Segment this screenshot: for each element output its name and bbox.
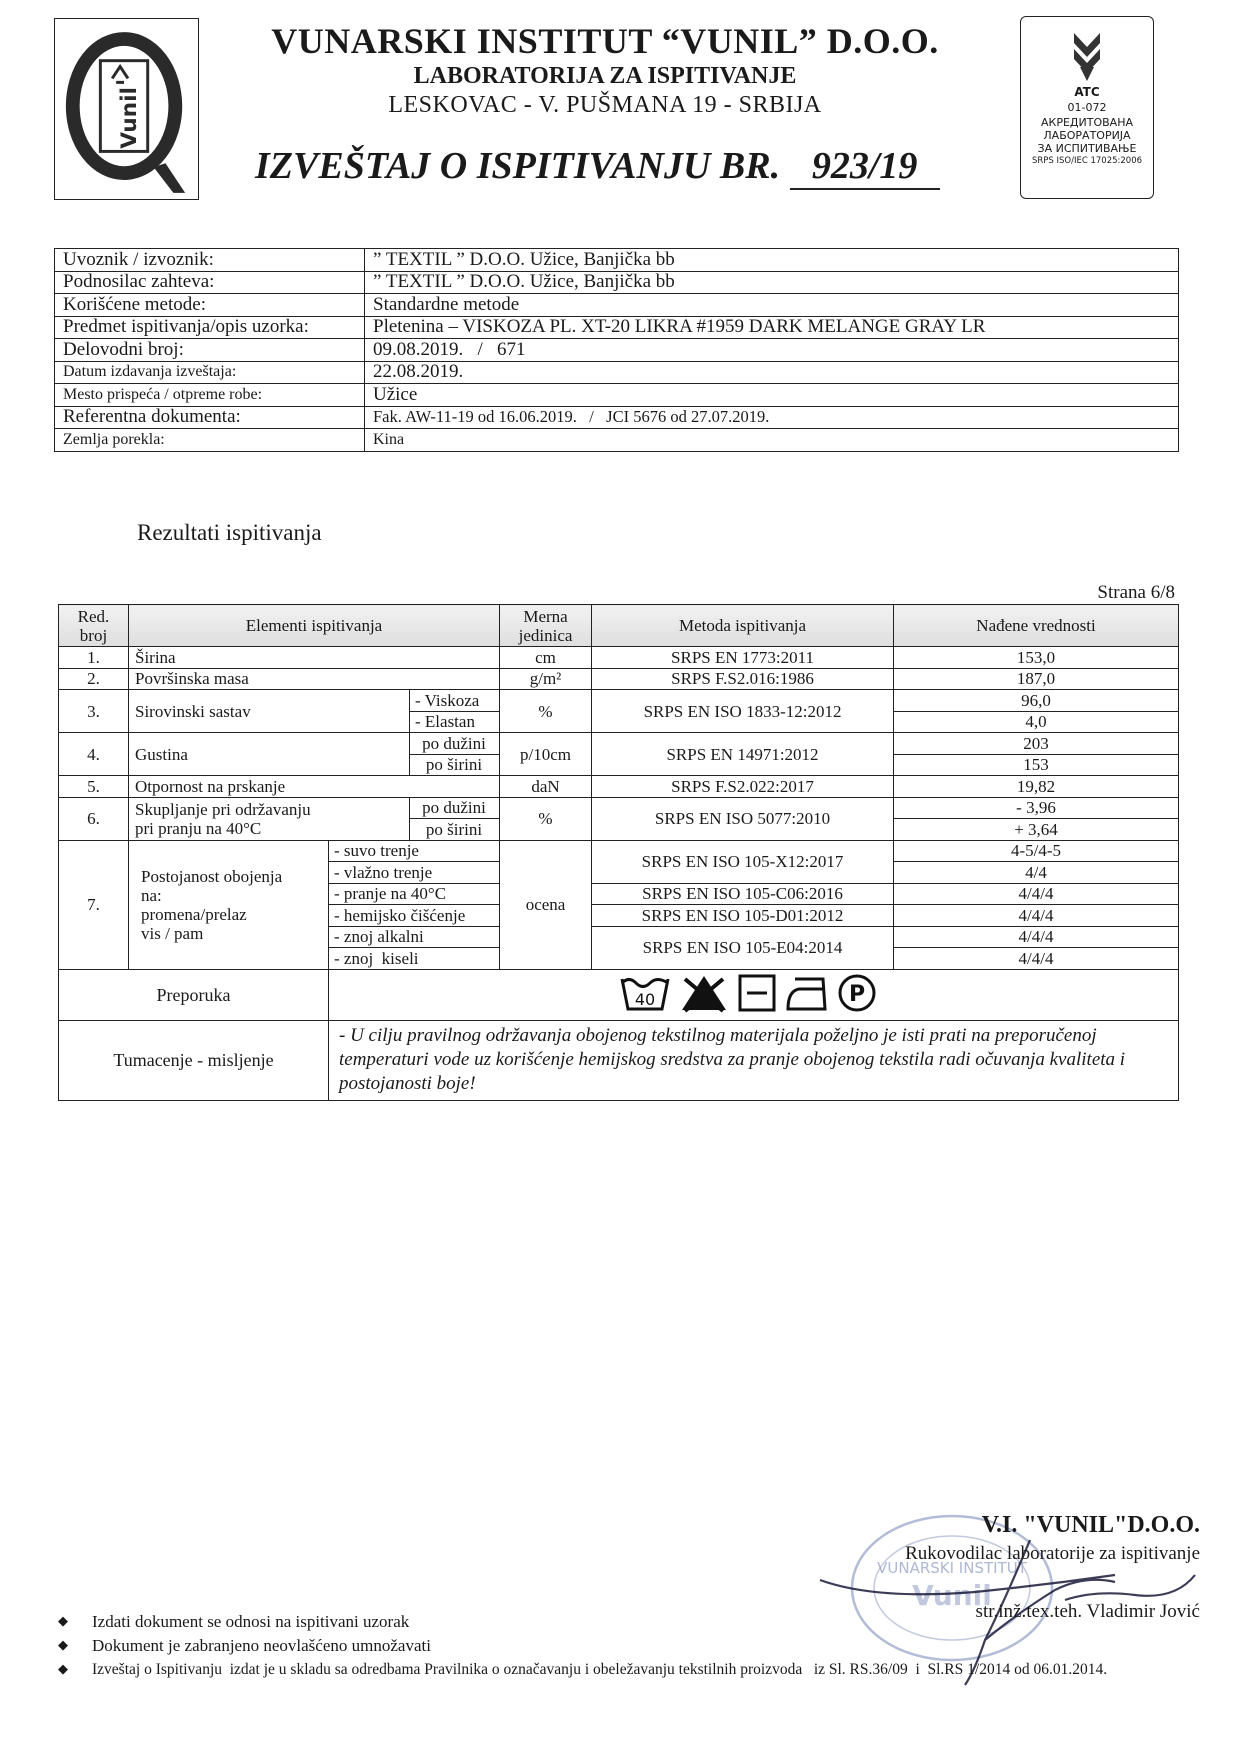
row-value: 4/4/4 — [894, 948, 1179, 970]
row-sub-element: - znoj kiseli — [329, 948, 500, 970]
wash-40-icon — [619, 973, 671, 1017]
row-no: 7. — [59, 840, 129, 969]
row-unit: cm — [500, 647, 592, 669]
row-element-line: Postojanost obojenja — [141, 866, 283, 886]
footer-note-text: Dokument je zabranjeno neovlašćeno umnožavati — [92, 1636, 431, 1655]
footer-note-text: Izveštaj o Ispitivanju izdat je u skladu sa odredbama Pravilnika o označavanju i obeležavanju tekstilnih proizvoda iz Sl. RS.36/09 i Sl.RS 1/2014 od 06.01.2014. — [92, 1661, 1108, 1678]
info-value: Kina — [365, 429, 1179, 452]
vunil-q-logo-icon — [55, 19, 198, 199]
row-method: SRPS EN ISO 105-C06:2016 — [592, 883, 894, 905]
row-element — [129, 840, 329, 969]
institute-name: VUNARSKI INSTITUT “VUNIL” D.O.O. — [271, 21, 939, 61]
row-value: 4-5/4-5 — [894, 840, 1179, 862]
table-row — [59, 668, 1179, 690]
row-value: 96,0 — [894, 690, 1179, 712]
info-row — [55, 339, 1179, 362]
row-unit: % — [500, 797, 592, 840]
recommendation-row — [59, 969, 1179, 1020]
info-row — [55, 361, 1179, 384]
recommendation-label: Preporuka — [59, 969, 329, 1020]
svg-text:40: 40 — [634, 989, 656, 1009]
svg-text:P: P — [848, 981, 866, 1007]
report-number: 923/19 — [790, 144, 940, 190]
bullet-icon: ◆ — [58, 1638, 68, 1653]
row-no: 6. — [59, 797, 129, 840]
bullet-icon: ◆ — [58, 1614, 68, 1629]
row-sub-element: - znoj alkalni — [329, 926, 500, 948]
atc-emblem-icon — [1070, 31, 1104, 83]
iron-icon — [785, 973, 829, 1017]
row-method: SRPS EN ISO 105-E04:2014 — [592, 926, 894, 969]
row-value: + 3,64 — [894, 819, 1179, 841]
laboratory-name: LABORATORIJA ZA ISPITIVANJE — [413, 63, 797, 89]
table-row — [59, 840, 1179, 862]
row-value: 4/4/4 — [894, 926, 1179, 948]
info-label: Uvoznik / izvoznik: — [55, 249, 365, 272]
footer-note — [58, 1658, 1188, 1682]
row-element: Površinska masa — [129, 668, 500, 690]
info-row — [55, 406, 1179, 429]
row-value: - 3,96 — [894, 797, 1179, 819]
row-element-line: Skupljanje pri održavanju — [135, 799, 311, 819]
row-element: Gustina — [129, 733, 410, 776]
opinion-text: - U cilju pravilnog održavanja obojenog tekstilnog materijala poželjno je isti prati na preporučenoj temperaturi vode uz korišćenje hemijskog sredstva za pranje obojenog tekstila radi očuvanja kvaliteta i postojanosti boje! — [329, 1020, 1179, 1100]
footer-note — [58, 1610, 1188, 1634]
table-row — [59, 776, 1179, 798]
row-method: SRPS EN ISO 105-X12:2017 — [592, 840, 894, 883]
row-method: SRPS F.S2.022:2017 — [592, 776, 894, 798]
info-row — [55, 271, 1179, 294]
table-row — [59, 647, 1179, 669]
row-sub-element: po širini — [410, 754, 500, 776]
svg-text:Vunil: Vunil — [116, 86, 142, 149]
institute-address: LESKOVAC - V. PUŠMANA 19 - SRBIJA — [388, 92, 822, 118]
table-row — [59, 690, 1179, 712]
info-label: Referentna dokumenta: — [55, 406, 365, 429]
svg-text:Vunil: Vunil — [912, 1579, 992, 1612]
opinion-label: Tumacenje - misljenje — [59, 1020, 329, 1100]
accreditation-line2: ЛАБОРАТОРИЈА — [1043, 129, 1131, 142]
accreditation-atc: ATC — [1074, 85, 1100, 99]
footer-note-text: Izdati dokument se odnosi na ispitivani uzorak — [92, 1612, 410, 1631]
row-sub-element: - hemijsko čišćenje — [329, 905, 500, 927]
info-row — [55, 316, 1179, 339]
row-value: 4/4 — [894, 862, 1179, 884]
row-element: Sirovinski sastav — [129, 690, 410, 733]
svg-text:VUNARSKI INSTITUT: VUNARSKI INSTITUT — [877, 1559, 1027, 1577]
accreditation-line1: АКРЕДИТОВАНА — [1041, 116, 1133, 129]
info-value: 09.08.2019. / 671 — [365, 339, 1179, 362]
results-header-row — [59, 605, 1179, 647]
row-unit: g/m² — [500, 668, 592, 690]
table-row — [59, 733, 1179, 755]
tumble-dry-icon — [737, 973, 777, 1017]
page-number: Strana 6/8 — [1097, 582, 1175, 603]
info-label: Delovodni broj: — [55, 339, 365, 362]
bullet-icon: ◆ — [58, 1662, 68, 1677]
institute-logo — [54, 18, 199, 200]
row-sub-element: po dužini — [410, 733, 500, 755]
row-sub-element: po dužini — [410, 797, 500, 819]
row-value: 153 — [894, 754, 1179, 776]
info-label: Predmet ispitivanja/opis uzorka: — [55, 316, 365, 339]
signature-role: Rukovodilac laboratorije za ispitivanje — [905, 1543, 1200, 1564]
row-unit: daN — [500, 776, 592, 798]
accreditation-line3: ЗА ИСПИТИВАЊЕ — [1037, 142, 1137, 155]
row-sub-element: po širini — [410, 819, 500, 841]
opinion-row — [59, 1020, 1179, 1100]
row-element-line: promena/prelaz — [141, 904, 247, 924]
row-unit: % — [500, 690, 592, 733]
info-label: Datum izdavanja izveštaja: — [55, 361, 365, 384]
row-sub-element: - pranje na 40°C — [329, 883, 500, 905]
row-sub-element: - Elastan — [410, 711, 500, 733]
row-no: 3. — [59, 690, 129, 733]
results-title: Rezultati ispitivanja — [137, 520, 322, 545]
results-table — [58, 604, 1179, 1101]
row-sub-element: - vlažno trenje — [329, 862, 500, 884]
row-value: 187,0 — [894, 668, 1179, 690]
info-row — [55, 384, 1179, 407]
info-value: ” TEXTIL ” D.O.O. Užice, Banjička bb — [365, 271, 1179, 294]
row-value: 4/4/4 — [894, 883, 1179, 905]
row-no: 2. — [59, 668, 129, 690]
row-unit: p/10cm — [500, 733, 592, 776]
report-title — [255, 144, 940, 190]
sample-info-table — [54, 248, 1179, 452]
info-value: 22.08.2019. — [365, 361, 1179, 384]
header-unit: Merna jedinica — [500, 605, 592, 647]
row-value: 4,0 — [894, 711, 1179, 733]
header-elements: Elementi ispitivanja — [129, 605, 500, 647]
header-no: Red. broj — [59, 605, 129, 647]
row-method: SRPS EN 1773:2011 — [592, 647, 894, 669]
row-no: 1. — [59, 647, 129, 669]
info-row — [55, 429, 1179, 452]
row-no: 4. — [59, 733, 129, 776]
header-method: Metoda ispitivanja — [592, 605, 894, 647]
accreditation-standard: SRPS ISO/IEC 17025:2006 — [1031, 156, 1143, 166]
row-method: SRPS EN 14971:2012 — [592, 733, 894, 776]
info-label: Zemlja porekla: — [55, 429, 365, 452]
accreditation-badge — [1020, 16, 1154, 199]
row-sub-element: - suvo trenje — [329, 840, 500, 862]
info-label: Korišćene metode: — [55, 294, 365, 317]
row-method: SRPS EN ISO 105-D01:2012 — [592, 905, 894, 927]
row-value: 203 — [894, 733, 1179, 755]
info-row — [55, 294, 1179, 317]
info-value: ” TEXTIL ” D.O.O. Užice, Banjička bb — [365, 249, 1179, 272]
dry-clean-p-icon — [837, 973, 877, 1017]
info-value: Pletenina – VISKOZA PL. XT-20 LIKRA #1959 DARK MELANGE GRAY LR — [365, 316, 1179, 339]
row-element-line: na: — [141, 885, 162, 905]
row-unit: ocena — [500, 840, 592, 969]
care-symbols-row — [329, 970, 1178, 1020]
signature-organization: V.I. "VUNIL"D.O.O. — [981, 1512, 1200, 1538]
row-method: SRPS F.S2.016:1986 — [592, 668, 894, 690]
footer-note — [58, 1634, 1188, 1658]
row-method: SRPS EN ISO 1833-12:2012 — [592, 690, 894, 733]
row-element: Otpornost na prskanje — [129, 776, 500, 798]
row-element-line: vis / pam — [141, 923, 204, 943]
accreditation-number: 01-072 — [1067, 101, 1107, 114]
row-value: 19,82 — [894, 776, 1179, 798]
row-value: 4/4/4 — [894, 905, 1179, 927]
signature-name: str.inž.tex.teh. Vladimir Jović — [975, 1601, 1200, 1622]
info-value: Užice — [365, 384, 1179, 407]
row-element-line: pri pranju na 40°C — [135, 818, 262, 838]
info-value: Standardne metode — [365, 294, 1179, 317]
info-row — [55, 249, 1179, 272]
row-method: SRPS EN ISO 5077:2010 — [592, 797, 894, 840]
info-label: Podnosilac zahteva: — [55, 271, 365, 294]
no-bleach-icon — [679, 973, 729, 1017]
row-element: Širina — [129, 647, 500, 669]
row-sub-element: - Viskoza — [410, 690, 500, 712]
footer-notes — [58, 1610, 1188, 1682]
care-symbols — [329, 969, 1179, 1020]
header-values: Nađene vrednosti — [894, 605, 1179, 647]
info-label: Mesto prispeća / otpreme robe: — [55, 384, 365, 407]
row-element — [129, 797, 410, 840]
table-row — [59, 797, 1179, 819]
row-no: 5. — [59, 776, 129, 798]
info-value: Fak. AW-11-19 od 16.06.2019. / JCI 5676 od 27.07.2019. — [365, 406, 1179, 429]
row-value: 153,0 — [894, 647, 1179, 669]
document-header — [230, 20, 980, 120]
report-label: IZVEŠTAJ O ISPITIVANJU BR. — [255, 145, 781, 187]
signature-block — [900, 1510, 1200, 1624]
